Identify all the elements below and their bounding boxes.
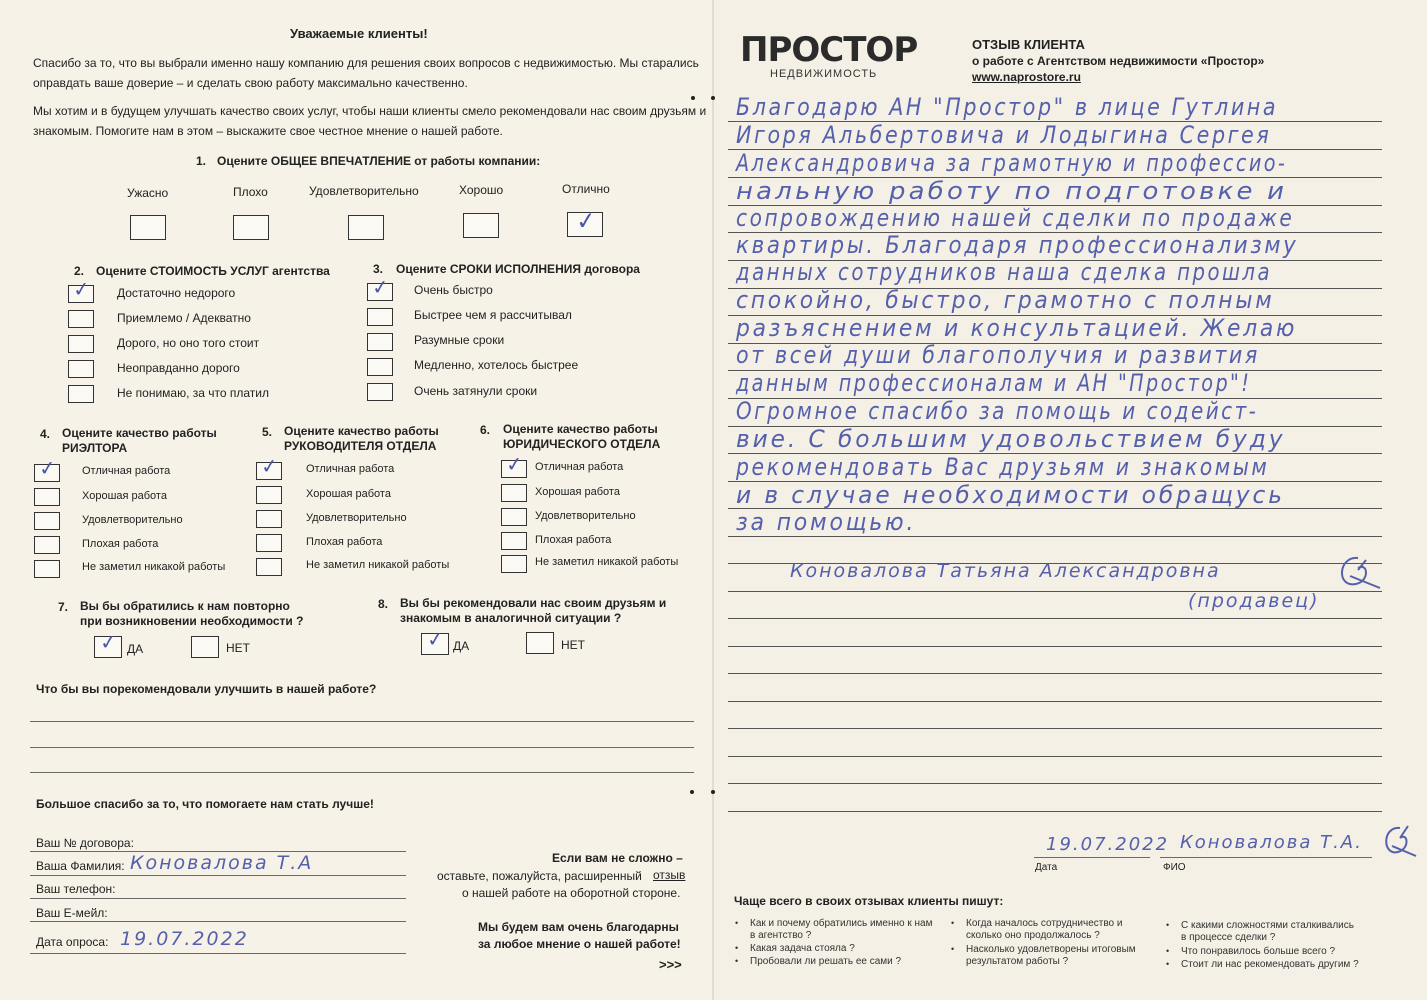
review-line: рекомендовать Вас друзьям и знакомым xyxy=(736,453,1270,481)
q8-title-line-1: Вы бы рекомендовали нас своим друзьям и xyxy=(400,596,667,610)
review-line: от всей души благополучия и развития xyxy=(736,341,1260,369)
q5-checkbox[interactable] xyxy=(256,558,282,576)
review-date-field[interactable] xyxy=(1034,857,1150,858)
q4-option-label: Хорошая работа xyxy=(82,490,167,502)
q2-option-label: Не понимаю, за что платил xyxy=(117,386,270,400)
surname-handwritten: Коновалова Т.А xyxy=(130,852,314,874)
q6-option-label: Хорошая работа xyxy=(535,486,620,498)
tip-item: Насколько удовлетворены итоговым результатом работы ? xyxy=(966,944,1136,967)
initials-mark-icon xyxy=(1376,820,1420,870)
q7-yes-label: ДА xyxy=(127,642,144,656)
q6-option-label: Отличная работа xyxy=(535,461,624,473)
q1-checkbox-bad[interactable] xyxy=(233,215,269,240)
q6-checkbox[interactable] xyxy=(501,555,527,573)
checkmark-icon: ✓ xyxy=(504,451,524,477)
q3-option-label: Очень быстро xyxy=(414,283,493,297)
q3-option-label: Очень затянули сроки xyxy=(414,384,538,398)
q6-checkbox[interactable] xyxy=(501,484,527,502)
q8-number: 8. xyxy=(378,597,389,611)
review-line: разъяснением и консультацией. Желаю xyxy=(736,314,1298,342)
q2-option-label: Приемлемо / Адекватно xyxy=(117,311,251,325)
phone-field[interactable] xyxy=(30,898,406,899)
review-line: данных сотрудников наша сделка прошла xyxy=(736,258,1272,286)
q2-title: Оцените СТОИМОСТЬ УСЛУГ агентства xyxy=(96,264,330,278)
q7-number: 7. xyxy=(58,600,69,614)
q1-option-label: Хорошо xyxy=(459,183,504,197)
thanks-text: Большое спасибо за то, что помогаете нам стать лучше! xyxy=(36,797,374,811)
q1-checkbox-good[interactable] xyxy=(463,213,499,238)
review-line: Огромное спасибо за помощь и содейст- xyxy=(736,397,1259,425)
answer-line[interactable] xyxy=(30,721,694,722)
q3-option-label: Быстрее чем я рассчитывал xyxy=(414,308,572,322)
checkmark-icon: ✓ xyxy=(259,453,279,479)
surname-label: Ваша Фамилия: xyxy=(36,859,125,873)
bullet-icon: • xyxy=(951,944,955,954)
q7-yes-checkbox[interactable] xyxy=(94,629,122,658)
q4-number: 4. xyxy=(40,427,51,441)
q3-title: Оцените СРОКИ ИСПОЛНЕНИЯ договора xyxy=(396,262,640,276)
tip-item: Какая задача стояла ? xyxy=(750,943,855,954)
q7-title-line-2: при возникновении необходимости ? xyxy=(80,614,304,628)
tips-title: Чаще всего в своих отзывах клиенты пишут: xyxy=(734,894,1004,908)
review-line: и в случае необходимости обращусь xyxy=(736,481,1285,509)
review-fio-handwritten: Коновалова Т.А. xyxy=(1180,832,1363,853)
q1-number: 1. xyxy=(196,154,207,168)
q2-checkbox[interactable] xyxy=(68,310,94,328)
q5-checkbox[interactable] xyxy=(256,534,282,552)
q1-option-label: Плохо xyxy=(233,185,268,199)
ruled-line xyxy=(728,756,1382,757)
q8-title-line-2: знакомым в аналогичной ситуации ? xyxy=(400,611,622,625)
q5-option-label: Отличная работа xyxy=(306,463,395,475)
surname-field[interactable] xyxy=(30,875,406,876)
q6-title-line-1: Оцените качество работы xyxy=(503,422,658,436)
review-line: Александровича за грамотную и профессио- xyxy=(736,149,1288,177)
q7-no-label: НЕТ xyxy=(226,641,250,655)
q6-checkbox[interactable] xyxy=(501,532,527,550)
review-line: Благодарю АН "Простор" в лице Гутлина xyxy=(736,93,1279,121)
email-field[interactable] xyxy=(30,921,406,922)
review-line: Игоря Альбертовича и Лодыгина Сергея xyxy=(736,121,1272,149)
q3-option-label: Медленно, хотелось быстрее xyxy=(414,358,579,372)
ruled-line xyxy=(728,728,1382,729)
q5-title-line-1: Оцените качество работы xyxy=(284,424,439,438)
q6-title-line-2: ЮРИДИЧЕСКОГО ОТДЕЛА xyxy=(503,437,661,451)
date-handwritten: 19.07.2022 xyxy=(120,928,249,950)
bullet-icon: • xyxy=(735,918,739,928)
contract-label: Ваш № договора: xyxy=(36,836,134,850)
q2-checkbox[interactable] xyxy=(68,360,94,378)
q1-option-label: Ужасно xyxy=(127,186,169,200)
binder-hole xyxy=(691,96,695,100)
q4-option-label: Отличная работа xyxy=(82,465,171,477)
logo-word: ПРОСТОР xyxy=(740,30,918,70)
q4-checkbox[interactable] xyxy=(34,512,60,530)
q6-option-label: Плохая работа xyxy=(535,534,612,546)
q5-title-line-2: РУКОВОДИТЕЛЯ ОТДЕЛА xyxy=(284,439,437,453)
request-line-1: Если вам не сложно – xyxy=(552,851,683,865)
review-fio-label: ФИО xyxy=(1163,862,1186,873)
q6-checkbox[interactable] xyxy=(501,508,527,526)
tip-item: Как и почему обратились именно к нам в агентство ? xyxy=(750,918,933,941)
improve-question: Что бы вы порекомендовали улучшить в нашей работе? xyxy=(36,682,377,696)
review-line: спокойно, быстро, грамотно с полным xyxy=(736,286,1275,314)
grateful-line-2: за любое мнение о нашей работе! xyxy=(478,937,681,951)
q3-checkbox[interactable] xyxy=(367,274,393,301)
q2-checkbox[interactable] xyxy=(68,385,94,403)
q6-option-label: Не заметил никакой работы xyxy=(535,556,679,568)
tip-item: Что понравилось больше всего ? xyxy=(1181,946,1336,957)
q8-no-label: НЕТ xyxy=(561,638,585,652)
q6-number: 6. xyxy=(480,423,491,437)
q1-option-label: Удовлетворительно xyxy=(309,184,419,198)
q5-checkbox[interactable] xyxy=(256,453,282,480)
q3-checkbox[interactable] xyxy=(367,308,393,326)
review-line: нальную работу по подготовке и xyxy=(736,177,1288,205)
q2-number: 2. xyxy=(74,264,85,278)
q1-checkbox-awful[interactable] xyxy=(130,215,166,240)
q4-option-label: Удовлетворительно xyxy=(82,514,183,526)
q5-option-label: Не заметил никакой работы xyxy=(306,559,450,571)
q3-checkbox[interactable] xyxy=(367,358,393,376)
logo-subtitle: НЕДВИЖИМОСТЬ xyxy=(770,68,878,80)
ruled-line xyxy=(728,646,1382,647)
date-label: Дата опроса: xyxy=(36,935,109,949)
binder-hole xyxy=(711,790,715,794)
intro-paragraph-1-line-1: Спасибо за то, что вы выбрали именно нашу компанию для решения своих вопросов с недвижимостью. Мы старались xyxy=(33,56,699,70)
bullet-icon: • xyxy=(1166,946,1170,956)
q4-checkbox[interactable] xyxy=(34,536,60,554)
request-line-3: о нашей работе на оборотной стороне. xyxy=(462,886,681,900)
review-fio-field[interactable] xyxy=(1160,857,1372,858)
q2-checkbox[interactable] xyxy=(68,335,94,353)
q8-no-checkbox[interactable] xyxy=(526,632,554,654)
q1-option-label: Отлично xyxy=(562,182,610,196)
review-line: квартиры. Благодаря профессионализму xyxy=(736,231,1299,259)
checkmark-icon: ✓ xyxy=(574,206,598,236)
q4-title-line-1: Оцените качество работы xyxy=(62,426,217,440)
q8-yes-label: ДА xyxy=(453,639,470,653)
q3-number: 3. xyxy=(373,262,384,276)
date-field[interactable] xyxy=(30,953,406,954)
q4-checkbox[interactable] xyxy=(34,488,60,506)
review-header-url[interactable]: www.naprostore.ru xyxy=(972,70,1081,84)
bullet-icon: • xyxy=(735,943,739,953)
answer-line[interactable] xyxy=(30,747,694,748)
q1-checkbox-excellent[interactable] xyxy=(567,206,603,237)
tip-item: Когда началось сотрудничество и сколько оно продолжалось ? xyxy=(966,918,1123,941)
review-line: за помощью. xyxy=(736,508,917,536)
q1-title: Оцените ОБЩЕЕ ВПЕЧАТЛЕНИЕ от работы компании: xyxy=(217,154,541,168)
q8-yes-checkbox[interactable] xyxy=(421,626,449,655)
checkmark-icon: ✓ xyxy=(370,274,390,300)
request-line-2: оставьте, пожалуйста, расширенный xyxy=(437,869,642,883)
review-line: данным профессионалам и АН "Простор"! xyxy=(736,369,1252,397)
review-header-title: ОТЗЫВ КЛИЕНТА xyxy=(972,37,1085,52)
tip-item: Пробовали ли решать ее сами ? xyxy=(750,956,902,967)
q7-title-line-1: Вы бы обратились к нам повторно xyxy=(80,599,290,613)
binder-hole xyxy=(690,790,694,794)
q6-checkbox[interactable] xyxy=(501,451,527,478)
signature-role: (продавец) xyxy=(1188,590,1320,612)
review-date-handwritten: 19.07.2022 xyxy=(1046,834,1170,855)
q4-checkbox[interactable] xyxy=(34,560,60,578)
q2-option-label: Дорого, но оно того стоит xyxy=(117,336,260,350)
tip-item: Стоит ли нас рекомендовать другим ? xyxy=(1181,959,1359,970)
checkmark-icon: ✓ xyxy=(98,629,118,655)
q5-option-label: Удовлетворительно xyxy=(306,512,407,524)
binder-hole xyxy=(711,96,715,100)
q4-checkbox[interactable] xyxy=(34,455,60,482)
answer-line[interactable] xyxy=(30,772,694,773)
q3-checkbox[interactable] xyxy=(367,383,393,401)
phone-label: Ваш телефон: xyxy=(36,882,116,896)
tip-item: С какими сложностями сталкивались в процессе сделки ? xyxy=(1181,920,1354,943)
q5-checkbox[interactable] xyxy=(256,510,282,528)
review-line: вие. С большим удовольствием буду xyxy=(736,425,1286,453)
survey-page-left xyxy=(0,0,713,1000)
signature-mark-icon xyxy=(1328,548,1388,608)
review-date-label: Дата xyxy=(1035,862,1058,873)
q5-checkbox[interactable] xyxy=(256,486,282,504)
q4-option-label: Плохая работа xyxy=(82,538,159,550)
intro-paragraph-2-line-1: Мы хотим и в будущем улучшать качество своих услуг, чтобы наши клиенты смело рекомендовали нас своим друзьям и xyxy=(33,104,707,118)
q4-option-label: Не заметил никакой работы xyxy=(82,561,226,573)
ruled-line xyxy=(728,811,1382,812)
email-label: Ваш Е-мейл: xyxy=(36,906,108,920)
q2-option-label: Достаточно недорого xyxy=(117,286,236,300)
q5-option-label: Хорошая работа xyxy=(306,488,391,500)
bullet-icon: • xyxy=(1166,959,1170,969)
ruled-line xyxy=(728,618,1382,619)
intro-paragraph-1-line-2: оправдать ваше доверие – и сделать свою работу максимально качественно. xyxy=(33,76,468,90)
review-line: сопровождению нашей сделки по продаже xyxy=(736,204,1295,232)
q5-option-label: Плохая работа xyxy=(306,536,383,548)
checkmark-icon: ✓ xyxy=(37,455,57,481)
review-link[interactable]: отзыв xyxy=(653,868,686,882)
q4-title-line-2: РИЭЛТОРА xyxy=(62,441,128,455)
grateful-line-1: Мы будем вам очень благодарны xyxy=(478,920,679,934)
arrows: >>> xyxy=(659,957,682,972)
checkmark-icon: ✓ xyxy=(425,626,445,652)
signature-name: Коновалова Татьяна Александровна xyxy=(790,560,1221,582)
q2-checkbox[interactable] xyxy=(68,276,94,303)
q3-option-label: Разумные сроки xyxy=(414,333,505,347)
q3-checkbox[interactable] xyxy=(367,333,393,351)
intro-paragraph-2-line-2: знакомым. Помогите нам в этом – выскажите свое честное мнение о нашей работе. xyxy=(33,124,503,138)
q1-checkbox-satisfactory[interactable] xyxy=(348,215,384,240)
ruled-line xyxy=(728,701,1382,702)
q5-number: 5. xyxy=(262,425,273,439)
greeting: Уважаемые клиенты! xyxy=(290,26,428,41)
q2-option-label: Неоправданно дорого xyxy=(117,361,240,375)
review-header-subtitle: о работе с Агентством недвижимости «Простор» xyxy=(972,54,1265,68)
bullet-icon: • xyxy=(951,918,955,928)
bullet-icon: • xyxy=(1166,920,1170,930)
q6-option-label: Удовлетворительно xyxy=(535,510,636,522)
ruled-line xyxy=(728,783,1382,784)
ruled-line xyxy=(728,536,1382,537)
checkmark-icon: ✓ xyxy=(71,276,91,302)
ruled-line xyxy=(728,673,1382,674)
bullet-icon: • xyxy=(735,956,739,966)
q7-no-checkbox[interactable] xyxy=(191,636,219,658)
